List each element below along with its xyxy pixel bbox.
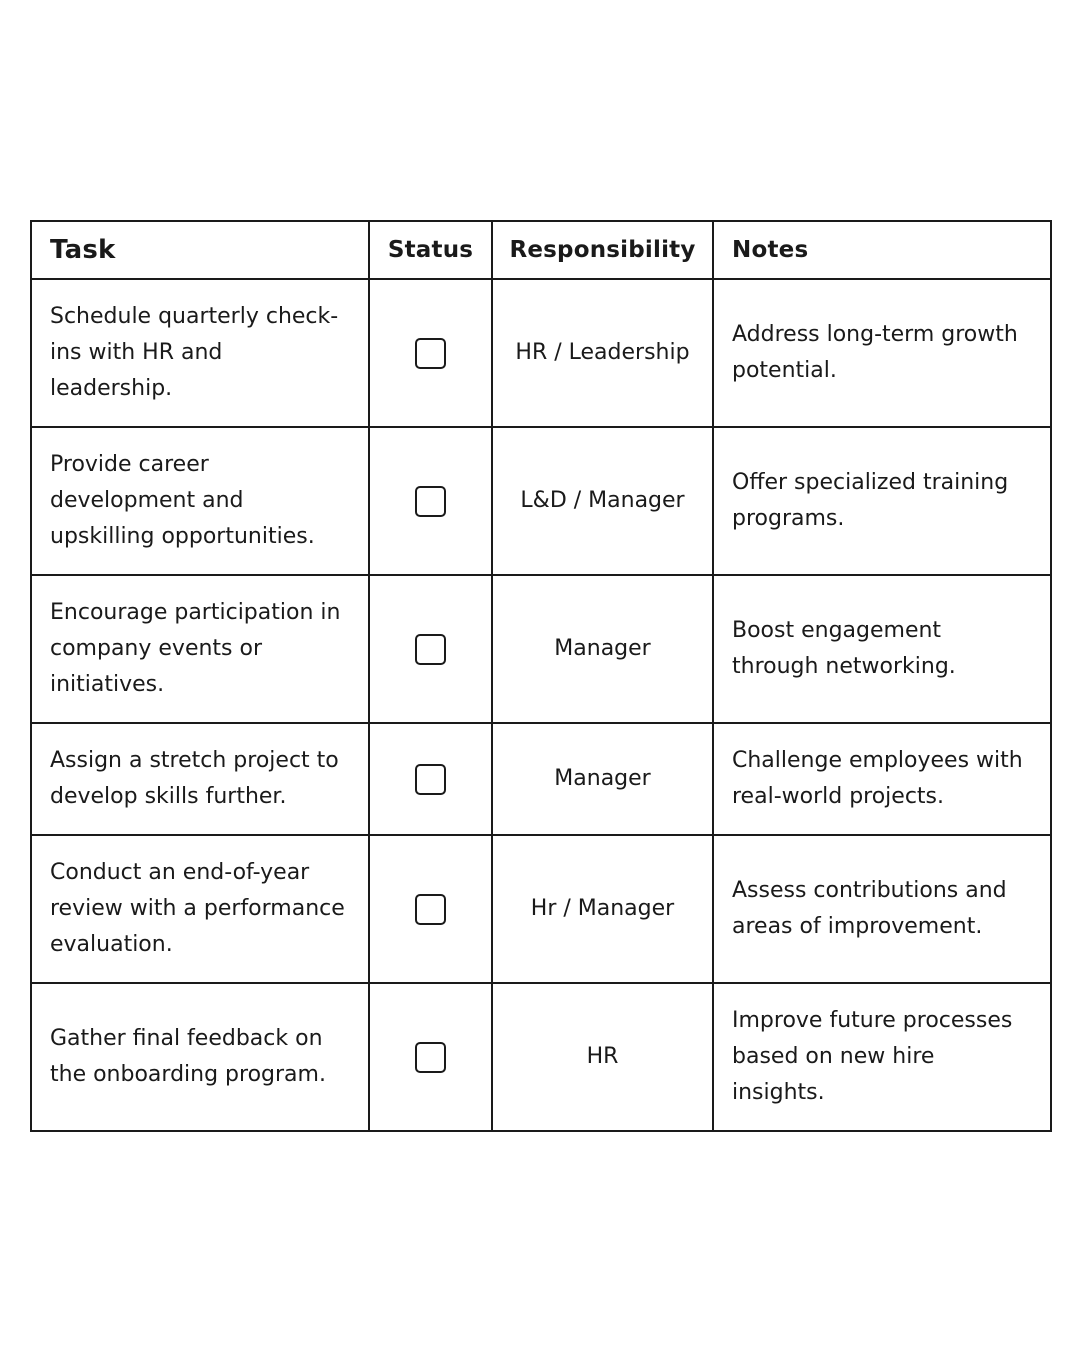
responsibility-cell: Manager [492,723,713,835]
task-cell: Schedule quarterly check-ins with HR and leadership. [31,279,369,427]
status-cell [369,427,492,575]
status-checkbox[interactable] [415,338,446,369]
responsibility-cell: HR / Leadership [492,279,713,427]
status-checkbox[interactable] [415,1042,446,1073]
table-row [31,835,1051,983]
status-checkbox[interactable] [415,764,446,795]
status-cell [369,835,492,983]
status-checkbox[interactable] [415,894,446,925]
responsibility-cell: L&D / Manager [492,427,713,575]
status-cell [369,279,492,427]
table-row [31,427,1051,575]
notes-cell: Boost engagement through networking. [713,575,1051,723]
table-row [31,279,1051,427]
column-header-responsibility: Responsibility [492,221,713,279]
table-row [31,983,1051,1131]
notes-cell: Assess contributions and areas of improvement. [713,835,1051,983]
notes-cell: Offer specialized training programs. [713,427,1051,575]
column-header-task: Task [31,221,369,279]
table-row [31,723,1051,835]
responsibility-cell: Hr / Manager [492,835,713,983]
notes-cell: Challenge employees with real-world projects. [713,723,1051,835]
status-cell [369,723,492,835]
header-row [31,221,1051,279]
checklist-table [30,220,1052,1132]
status-checkbox[interactable] [415,486,446,517]
task-cell: Assign a stretch project to develop skills further. [31,723,369,835]
task-cell: Encourage participation in company events or initiatives. [31,575,369,723]
table-row [31,575,1051,723]
task-cell: Conduct an end-of-year review with a performance evaluation. [31,835,369,983]
task-cell: Gather final feedback on the onboarding program. [31,983,369,1131]
task-cell: Provide career development and upskilling opportunities. [31,427,369,575]
responsibility-cell: HR [492,983,713,1131]
notes-cell: Address long-term growth potential. [713,279,1051,427]
status-cell [369,983,492,1131]
column-header-status: Status [369,221,492,279]
notes-cell: Improve future processes based on new hire insights. [713,983,1051,1131]
column-header-notes: Notes [713,221,1051,279]
status-cell [369,575,492,723]
status-checkbox[interactable] [415,634,446,665]
responsibility-cell: Manager [492,575,713,723]
